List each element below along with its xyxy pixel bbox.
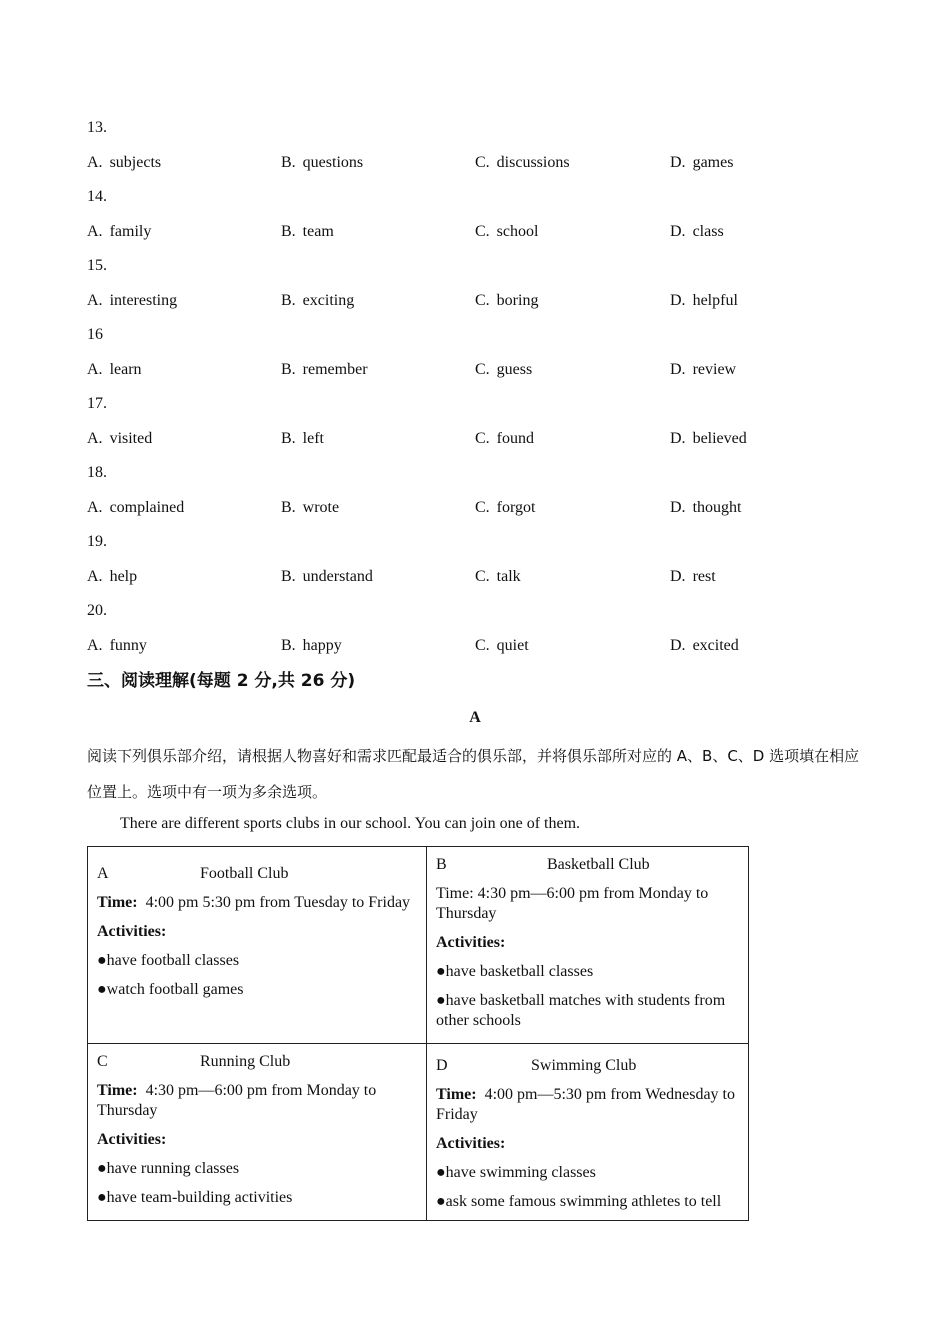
table-row [88, 1044, 749, 1221]
club-header [436, 855, 739, 875]
option-a: A. subjects [87, 154, 162, 171]
club-name: Basketball Club [547, 856, 650, 873]
options-row [87, 360, 867, 380]
question-18 [87, 463, 867, 518]
time-label: Time: [97, 1082, 138, 1099]
club-name: Swimming Club [531, 1057, 637, 1074]
question-17 [87, 394, 867, 449]
intro-sentence: There are different sports clubs in our school. You can join one of them. [120, 815, 581, 832]
question-number: 15. [87, 257, 107, 274]
option-b: B. questions [281, 154, 364, 171]
club-time [97, 1081, 417, 1121]
option-b: B. exciting [281, 292, 355, 309]
activity-item: ●have team-building activities [97, 1189, 293, 1206]
time-value: Time: 4:30 pm—6:00 pm from Monday to Thursday [436, 885, 709, 922]
option-d: D. helpful [670, 292, 738, 309]
activities-label: Activities: [97, 1131, 167, 1148]
option-a: A. learn [87, 361, 142, 378]
time-value: 4:30 pm—6:00 pm from Monday to Thursday [97, 1082, 377, 1119]
club-name: Running Club [200, 1053, 291, 1070]
activity-item: ●ask some famous swimming athletes to tell [436, 1193, 722, 1210]
options-row [87, 291, 867, 311]
options-row [87, 498, 867, 518]
question-number: 16 [87, 326, 103, 343]
option-b: B. understand [281, 568, 373, 585]
activities-label: Activities: [436, 934, 506, 951]
option-b: B. wrote [281, 499, 340, 516]
club-cell-d [427, 1044, 749, 1221]
club-cell-a [88, 847, 427, 1044]
question-20 [87, 601, 867, 656]
option-c: C. school [475, 223, 539, 240]
club-header [97, 1052, 417, 1072]
club-cell-b [427, 847, 749, 1044]
club-header [436, 1056, 739, 1076]
table-row [88, 847, 749, 1044]
time-label: Time: [436, 1086, 477, 1103]
option-a: A. funny [87, 637, 147, 654]
question-19 [87, 532, 867, 587]
time-value: 4:00 pm—5:30 pm from Wednesday to Friday [436, 1086, 735, 1123]
question-13 [87, 118, 867, 173]
options-row [87, 222, 867, 242]
instructions: 阅读下列俱乐部介绍，请根据人物喜好和需求匹配最适合的俱乐部，并将俱乐部所对应的 A、B、C、D 选项填在相应位置上。选项中有一项为多余选项。 [87, 747, 860, 801]
option-c: C. guess [475, 361, 533, 378]
time-value: 4:00 pm 5:30 pm from Tuesday to Friday [145, 894, 411, 911]
option-a: A. family [87, 223, 152, 240]
club-name: Football Club [200, 865, 289, 882]
question-number: 18. [87, 464, 107, 481]
option-a: A. visited [87, 430, 153, 447]
option-b: B. remember [281, 361, 368, 378]
option-b: B. happy [281, 637, 342, 654]
activities-label: Activities: [97, 923, 167, 940]
question-number: 17. [87, 395, 107, 412]
question-16 [87, 325, 867, 380]
question-14 [87, 187, 867, 242]
option-a: A. interesting [87, 292, 178, 309]
options-row [87, 567, 867, 587]
options-row [87, 636, 867, 656]
question-number: 20. [87, 602, 107, 619]
option-d: D. review [670, 361, 737, 378]
options-row [87, 153, 867, 173]
clubs-table [87, 846, 749, 1221]
time-label: Time: [97, 894, 138, 911]
option-c: C. talk [475, 568, 521, 585]
activity-item: ●have basketball classes [436, 963, 594, 980]
question-number: 19. [87, 533, 107, 550]
option-c: C. forgot [475, 499, 536, 516]
option-d: D. thought [670, 499, 742, 516]
club-letter: C [97, 1053, 108, 1070]
club-time [97, 893, 417, 913]
option-c: C. quiet [475, 637, 529, 654]
activity-item: ●watch football games [97, 981, 244, 998]
option-b: B. left [281, 430, 324, 447]
activity-item: ●have basketball matches with students from other schools [436, 992, 726, 1029]
options-row [87, 429, 867, 449]
club-time [436, 1085, 739, 1125]
club-cell-c [88, 1044, 427, 1221]
section-heading: 三、阅读理解(每题 2 分,共 26 分) [87, 671, 356, 691]
activity-item: ●have swimming classes [436, 1164, 596, 1181]
option-a: A. help [87, 568, 138, 585]
club-letter: B [436, 856, 447, 873]
option-d: D. excited [670, 637, 739, 654]
option-a: A. complained [87, 499, 185, 516]
option-b: B. team [281, 223, 334, 240]
option-d: D. rest [670, 568, 716, 585]
club-time [436, 884, 739, 924]
club-header [97, 864, 417, 884]
activity-item: ●have running classes [97, 1160, 240, 1177]
option-c: C. discussions [475, 154, 570, 171]
option-d: D. class [670, 223, 724, 240]
activity-item: ●have football classes [97, 952, 240, 969]
option-c: C. found [475, 430, 534, 447]
option-d: D. games [670, 154, 734, 171]
option-d: D. believed [670, 430, 747, 447]
question-15 [87, 256, 867, 311]
activities-label: Activities: [436, 1135, 506, 1152]
club-letter: A [97, 865, 109, 882]
question-number: 14. [87, 188, 107, 205]
part-title: A [469, 709, 481, 726]
club-letter: D [436, 1057, 448, 1074]
option-c: C. boring [475, 292, 539, 309]
question-number: 13. [87, 119, 107, 136]
